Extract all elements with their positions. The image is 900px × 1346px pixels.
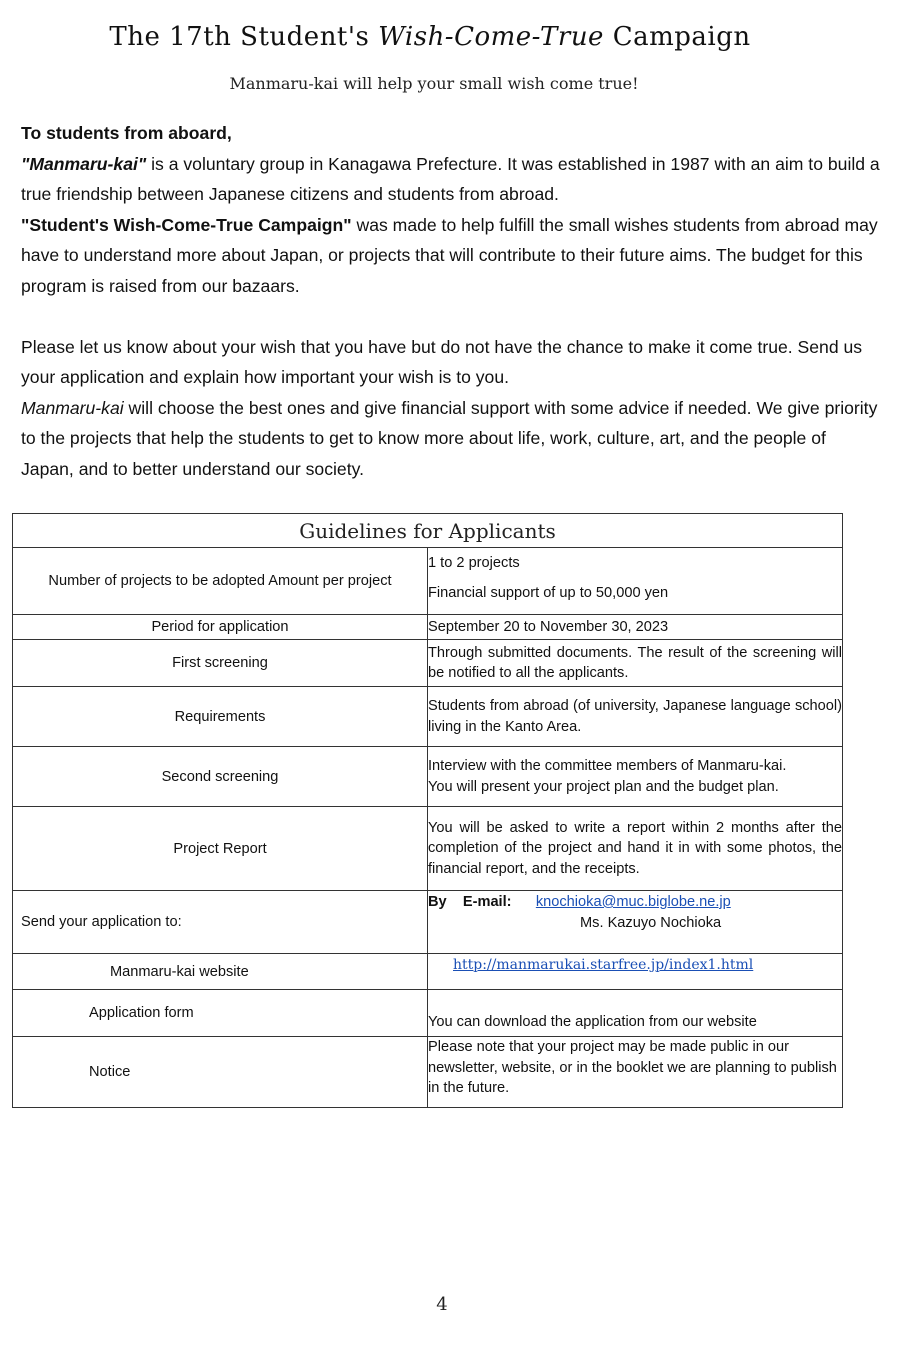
- projects-amount: Financial support of up to 50,000 yen: [428, 585, 669, 601]
- intro-text: [21, 118, 881, 484]
- row-value-first-screening: Through submitted documents. The result of the screening will be notified to all the applicants.: [428, 640, 843, 687]
- row-label-website: Manmaru-kai website: [13, 954, 428, 990]
- row-label-projects: Number of projects to be adopted Amount per project: [13, 548, 428, 615]
- intro-paragraph-campaign: [21, 210, 881, 302]
- org-description: is a voluntary group in Kanagawa Prefecture. It was established in 1987 with an aim to build a true friendship between Japanese citizens and students from abroad.: [21, 153, 880, 204]
- row-value-project-report: You will be asked to write a report within 2 months after the completion of the project and hand it in with some photos, the financial report, and the receipts.: [428, 807, 843, 891]
- table-row: [13, 615, 843, 640]
- row-value-application-form: You can download the application from our website: [428, 990, 843, 1037]
- row-label-second-screening: Second screening: [13, 747, 428, 807]
- row-label-first-screening: First screening: [13, 640, 428, 687]
- row-label-send: Send your application to:: [13, 891, 428, 954]
- title-part-2: Wish-Come-True: [378, 22, 604, 52]
- row-label-requirements: Requirements: [13, 687, 428, 747]
- row-value-send: [428, 891, 843, 954]
- website-link[interactable]: http://manmarukai.starfree.jp/index1.html: [453, 957, 754, 973]
- contact-name: Ms. Kazuyo Nochioka: [580, 914, 722, 931]
- org-name: "Manmaru-kai": [21, 153, 147, 174]
- row-label-project-report: Project Report: [13, 807, 428, 891]
- row-value-website: [428, 954, 843, 990]
- priority-text: will choose the best ones and give financial support with some advice if needed. We give priority to the projects that help the students to get to know more about life, work, culture, art, and the people of Japan, and to better understand our society.: [21, 397, 878, 479]
- intro-paragraph-priority: [21, 393, 881, 485]
- row-value-projects: [428, 548, 843, 615]
- row-label-application-form: Application form: [13, 990, 428, 1037]
- title-part-1: The 17th Student's: [109, 22, 379, 52]
- page-title: [0, 22, 860, 52]
- guidelines-table: [12, 513, 843, 1108]
- contact-email-link[interactable]: knochioka@muc.biglobe.ne.jp: [535, 894, 731, 910]
- second-screening-line-2: You will present your project plan and the budget plan.: [428, 778, 779, 795]
- row-value-notice: Please note that your project may be made public in our newsletter, website, or in the booklet we are planning to publish in the future.: [428, 1037, 843, 1108]
- row-label-period: Period for application: [13, 615, 428, 640]
- table-row: [13, 891, 843, 954]
- intro-paragraph-org: [21, 149, 881, 210]
- row-value-requirements: Students from abroad (of university, Japanese language school) living in the Kanto Area.: [428, 687, 843, 747]
- title-part-3: Campaign: [603, 22, 751, 52]
- second-screening-line-1: Interview with the committee members of Manmaru-kai.: [428, 758, 787, 774]
- send-by: By: [428, 894, 447, 910]
- table-row: [13, 747, 843, 807]
- table-row: [13, 548, 843, 615]
- row-value-second-screening: [428, 747, 843, 807]
- send-email-label: E-mail:: [462, 894, 512, 910]
- campaign-name: "Student's Wish-Come-True Campaign": [21, 214, 352, 235]
- guidelines-heading: Guidelines for Applicants: [13, 514, 843, 548]
- row-label-notice: Notice: [13, 1037, 428, 1108]
- priority-org-name: Manmaru-kai: [21, 397, 124, 418]
- intro-paragraph-wish: Please let us know about your wish that you have but do not have the chance to make it come true. Send us your application and explain how important your wish is to you.: [21, 336, 863, 387]
- table-row: [13, 640, 843, 687]
- intro-greeting: To students from aboard,: [21, 123, 232, 143]
- table-row: [13, 1037, 843, 1108]
- page-subtitle: Manmaru-kai will help your small wish come true!: [229, 74, 639, 93]
- page-number: 4: [436, 1294, 448, 1315]
- table-row: [13, 990, 843, 1037]
- row-value-period: September 20 to November 30, 2023: [428, 615, 843, 640]
- projects-count: 1 to 2 projects: [428, 555, 520, 571]
- table-row: [13, 954, 843, 990]
- table-row: [13, 807, 843, 891]
- campaign-description: was made to help fulfill the small wishes students from abroad may have to understand more about Japan, or projects that will contribute to their future aims. The budget for this program is raised from our bazaars.: [21, 214, 878, 296]
- table-row: [13, 687, 843, 747]
